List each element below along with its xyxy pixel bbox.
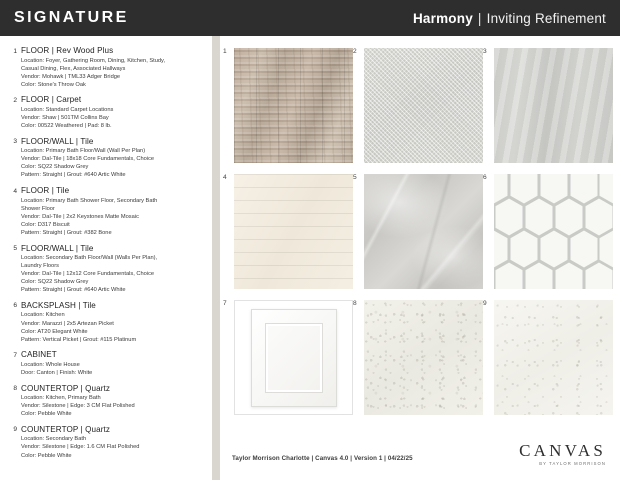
swatch-cell: [223, 300, 353, 418]
biscuit-mosaic-swatch: [234, 174, 353, 289]
spec-item: [8, 137, 204, 180]
spec-item: [8, 95, 204, 130]
spec-title: FLOOR | Rev Wood Plus: [21, 46, 114, 55]
cabinet-door-inset: [265, 323, 323, 393]
spec-title: FLOOR | Carpet: [21, 95, 82, 105]
swatch-number: 5: [353, 174, 357, 181]
spec-detail: Vendor: Dal-Tile | 18x18 Core Fundamentals, Choice: [21, 156, 155, 163]
spec-detail: Pattern: Straight | Grout: #382 Bone: [21, 229, 112, 236]
spec-number: 4: [13, 187, 17, 195]
spec-detail: Location: Foyer, Gathering Room, Dining, Kitchen, Study,: [21, 57, 166, 64]
grey-carpet-swatch: [364, 48, 483, 163]
cabinet-door-panel: [251, 309, 337, 407]
picket-pattern-icon: [494, 174, 613, 289]
swatch-number: 4: [223, 174, 227, 181]
spec-title: BACKSPLASH | Tile: [21, 300, 96, 310]
spec-detail: Color: SQ22 Shadow Grey: [21, 279, 89, 286]
swatch-grid-area: [220, 36, 620, 480]
swatch-number: 3: [483, 48, 487, 55]
swatch-cell: [353, 48, 483, 166]
spec-title: COUNTERTOP | Quartz: [21, 424, 111, 434]
spec-detail: Vendor: Shaw | 501TM Collins Bay: [21, 114, 109, 121]
swatch-number: 8: [353, 300, 357, 307]
canvas-logo: [519, 442, 606, 467]
grey-marble-tile-swatch: [364, 174, 483, 289]
spec-detail: Casual Dining, Flex, Associated Hallways: [21, 65, 126, 72]
spec-detail: Pattern: Straight | Grout: #640 Artic White: [21, 287, 126, 294]
spec-title: FLOOR/WALL | Tile: [21, 243, 94, 253]
spec-detail: Vendor: Dal-Tile | 12x12 Core Fundamentals, Choice: [21, 271, 155, 278]
spec-number: 5: [13, 245, 17, 252]
spec-detail: Color: Pebble White: [21, 452, 72, 459]
spec-detail: Vendor: Silestone | Edge: 3 CM Flat Polished: [21, 403, 135, 410]
spec-title: CABINET: [21, 350, 57, 360]
canvas-logo-subtext: BY TAYLOR MORRISON: [539, 461, 606, 466]
spec-item: [8, 186, 204, 237]
swatch-number: 2: [353, 48, 357, 55]
swatch-number: 7: [223, 300, 227, 307]
spec-detail: Door: Canton | Finish: White: [21, 369, 93, 376]
swatch-cell: [483, 300, 613, 418]
swatch-cell: [483, 48, 613, 166]
spec-number: 3: [13, 138, 17, 146]
title-separator: |: [477, 10, 482, 26]
swatch-number: 1: [223, 48, 227, 55]
spec-item: [8, 384, 204, 419]
spec-detail: Location: Secondary Bath: [21, 436, 87, 443]
spec-detail: Color: Pebble White: [21, 411, 72, 418]
pebble-white-quartz-2-swatch: [494, 300, 613, 415]
spec-detail: Shower Floor: [21, 205, 55, 212]
collection-title: [413, 11, 606, 26]
spec-detail: Color: SQ22 Shadow Grey: [21, 164, 89, 171]
swatch-cell: [223, 48, 353, 166]
spec-detail: Vendor: Marazzi | 2x5 Artezan Picket: [21, 320, 114, 327]
spec-detail: Laundry Floors: [21, 263, 59, 270]
spec-item: [8, 46, 204, 89]
spec-detail: Location: Kitchen: [21, 312, 65, 319]
spec-detail: Color: AT20 Elegant White: [21, 328, 88, 335]
spec-number: 7: [13, 351, 17, 359]
picket-backsplash-swatch: [494, 174, 613, 289]
swatch-cell: [223, 174, 353, 292]
spec-detail: Location: Secondary Bath Floor/Wall (Walls Per Plan),: [21, 255, 158, 261]
page-header: [0, 0, 620, 36]
spec-detail: Location: Primary Bath Shower Floor, Secondary Bath: [21, 197, 158, 204]
white-cabinet-door-swatch: [234, 300, 353, 415]
spec-detail: Location: Kitchen, Primary Bath: [21, 395, 101, 402]
brand-title: SIGNATURE: [14, 9, 129, 26]
canvas-logo-text: CANVAS: [519, 440, 606, 460]
spec-title: FLOOR/WALL | Tile: [21, 136, 94, 146]
spec-detail: Vendor: Mohawk | TML33 Adger Bridge: [21, 73, 121, 80]
spec-number: 1: [13, 47, 17, 55]
swatch-number: 6: [483, 174, 487, 181]
spec-number: 8: [13, 385, 17, 393]
spec-detail: Vendor: Silestone | Edge: 1.6 CM Flat Polished: [21, 444, 140, 451]
spec-detail: Vendor: Dal-Tile | 2x2 Keystones Matte Mosaic: [21, 213, 139, 220]
spec-title: COUNTERTOP | Quartz: [21, 383, 111, 393]
spec-detail: Location: Whole House: [21, 361, 80, 368]
spec-detail: Pattern: Vertical Picket | Grout: #115 Platinum: [21, 336, 137, 343]
collection-name: Harmony: [412, 10, 473, 26]
swatch-cell: [353, 300, 483, 418]
pebble-white-quartz-swatch: [364, 300, 483, 415]
swatch-cell: [483, 174, 613, 292]
spec-detail: Location: Standard Carpet Locations: [21, 106, 114, 113]
spec-item: [8, 244, 204, 295]
spec-detail: Pattern: Straight | Grout: #640 Artic White: [21, 172, 126, 179]
specification-list: [0, 36, 212, 480]
spec-item: [8, 425, 204, 460]
spec-item: [8, 301, 204, 344]
footer-caption: Taylor Morrison Charlotte | Canvas 4.0 | Version 1 | 04/22/25: [232, 455, 413, 462]
shadow-grey-tile-swatch: [494, 48, 613, 163]
collection-tagline: Inviting Refinement: [486, 10, 606, 26]
swatch-cell: [353, 174, 483, 292]
spec-number: 6: [13, 302, 17, 310]
spec-number: 9: [13, 426, 17, 434]
swatch-number: 9: [483, 300, 487, 307]
spec-detail: Color: Stone's Throw Oak: [21, 81, 86, 88]
spec-number: 2: [13, 96, 17, 104]
wood-plank-floor-swatch: [234, 48, 353, 163]
spec-title: FLOOR | Tile: [21, 186, 70, 196]
spec-item: [8, 350, 204, 377]
swatch-grid: [223, 48, 610, 418]
spec-detail: Color: 00522 Weathered | Pad: 8 lb.: [21, 123, 112, 130]
spec-detail: Color: D317 Biscuit: [21, 221, 70, 228]
spec-detail: Location: Primary Bath Floor/Wall (Wall Per Plan): [21, 148, 146, 155]
vertical-divider: [212, 36, 220, 480]
